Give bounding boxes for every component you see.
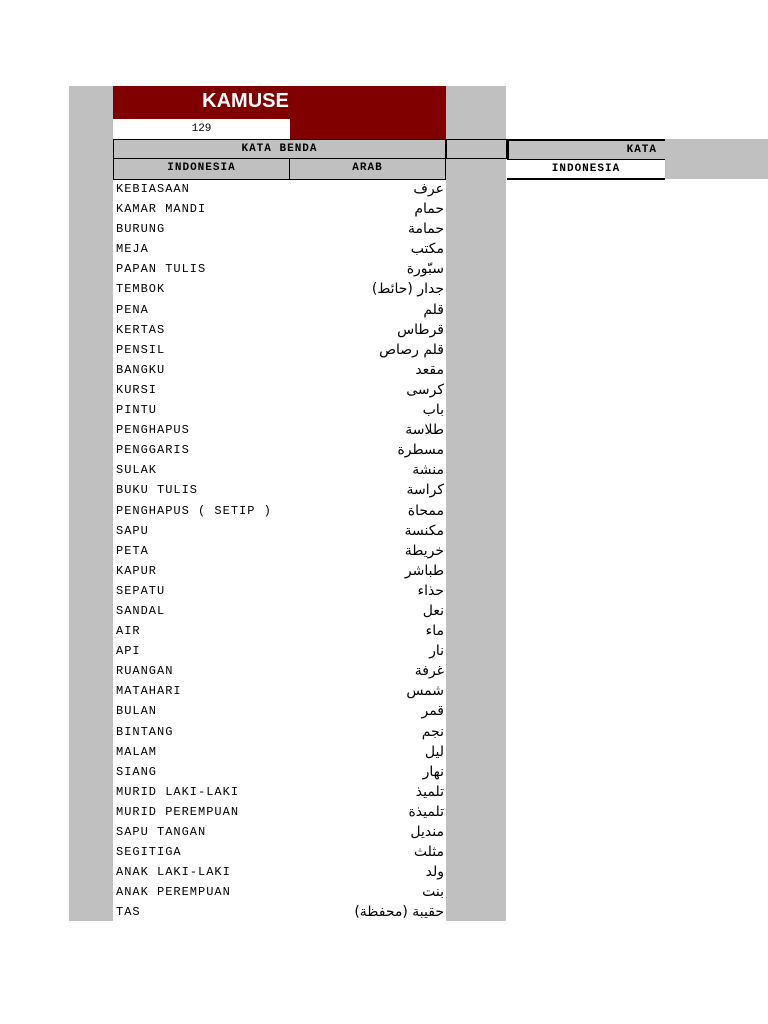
table-row: [113, 501, 446, 521]
arabic-word: نجم: [421, 723, 444, 740]
table-row: [113, 440, 446, 460]
table-row: [113, 762, 446, 782]
arabic-word: شمس: [406, 683, 444, 700]
arabic-word: نار: [429, 643, 444, 660]
table-row: [113, 460, 446, 480]
arabic-word: مقعد: [415, 361, 444, 378]
table-row: [113, 782, 446, 802]
indonesian-word: PENGHAPUS: [116, 423, 190, 438]
indonesian-word: KAMAR MANDI: [116, 202, 207, 217]
indonesian-word: PENA: [116, 302, 149, 317]
indonesian-word: SULAK: [116, 463, 158, 478]
table-row: [113, 521, 446, 541]
arabic-word: تلميذ: [415, 783, 444, 800]
table-row: [113, 641, 446, 661]
table-row: [113, 320, 446, 340]
table-row: [113, 681, 446, 701]
arabic-word: حقيبة (محفظة): [354, 904, 444, 921]
indonesian-word: BUKU TULIS: [116, 483, 199, 498]
table-row: [113, 400, 446, 420]
indonesian-word: SANDAL: [116, 603, 166, 618]
indonesian-word: BINTANG: [116, 724, 174, 739]
table-row: [113, 601, 446, 621]
column-header-indonesia-right: INDONESIA: [507, 159, 665, 180]
arabic-word: نعل: [422, 602, 444, 619]
indonesian-word: PAPAN TULIS: [116, 262, 207, 277]
indonesian-word: MATAHARI: [116, 684, 182, 699]
indonesian-word: RUANGAN: [116, 664, 174, 679]
table-row: [113, 480, 446, 500]
indonesian-word: BURUNG: [116, 222, 166, 237]
indonesian-word: TAS: [116, 905, 141, 920]
indonesian-word: PENGHAPUS ( SETIP ): [116, 503, 272, 518]
header-spacer-cell: [446, 139, 507, 159]
indonesian-word: ANAK LAKI-LAKI: [116, 865, 231, 880]
table-row: [113, 902, 446, 922]
arabic-word: طباشر: [404, 562, 444, 579]
indonesian-word: AIR: [116, 624, 141, 639]
arabic-word: غرفة: [414, 663, 444, 680]
table-row: [113, 742, 446, 762]
indonesian-word: SIANG: [116, 764, 158, 779]
sheet-header-right-fill: [665, 139, 768, 179]
section-header-kata-right: KATA: [507, 139, 665, 159]
sheet-margin-middle: [446, 86, 506, 921]
table-row: [113, 842, 446, 862]
table-row: [113, 822, 446, 842]
table-row: [113, 340, 446, 360]
table-row: [113, 179, 446, 199]
arabic-word: ماء: [425, 623, 444, 640]
indonesian-word: KURSI: [116, 382, 158, 397]
table-row: [113, 862, 446, 882]
indonesian-word: PENSIL: [116, 342, 166, 357]
indonesian-word: SEGITIGA: [116, 845, 182, 860]
arabic-word: عرف: [413, 181, 444, 197]
indonesian-word: KAPUR: [116, 563, 158, 578]
table-row: [113, 199, 446, 219]
arabic-word: ولد: [425, 864, 444, 881]
arabic-word: كراسة: [406, 482, 444, 499]
indonesian-word: SAPU TANGAN: [116, 825, 207, 839]
column-header-indonesia: INDONESIA: [113, 159, 290, 180]
arabic-word: سبّورة: [406, 261, 444, 278]
arabic-word: قرطاس: [397, 321, 444, 338]
arabic-word: منديل: [410, 824, 444, 840]
arabic-word: كرسى: [406, 381, 444, 398]
indonesian-word: MURID PEREMPUAN: [116, 804, 240, 819]
indonesian-word: PINTU: [116, 403, 158, 418]
arabic-word: ممحاة: [407, 502, 444, 519]
table-row: [113, 239, 446, 259]
table-row: [113, 701, 446, 721]
indonesian-word: KEBIASAAN: [116, 182, 190, 196]
arabic-word: مكتب: [410, 241, 444, 258]
arabic-word: حمام: [414, 201, 444, 218]
indonesian-word: PENGGARIS: [116, 443, 190, 458]
table-row: [113, 219, 446, 239]
arabic-word: مكنسة: [404, 522, 444, 539]
sheet-margin-left: [69, 86, 113, 921]
arabic-word: جدار (حائط): [371, 281, 444, 298]
indonesian-word: SAPU: [116, 523, 149, 538]
indonesian-word: ANAK PEREMPUAN: [116, 885, 231, 900]
indonesian-word: API: [116, 644, 141, 659]
page-title: KAMUSE: [202, 90, 289, 112]
entry-count: 129: [113, 119, 290, 139]
table-row: [113, 360, 446, 380]
indonesian-word: TEMBOK: [116, 282, 166, 297]
arabic-word: مثلث: [413, 844, 444, 861]
arabic-word: باب: [422, 402, 444, 419]
indonesian-word: MALAM: [116, 744, 158, 759]
indonesian-word: BANGKU: [116, 362, 166, 377]
arabic-word: حمامة: [407, 221, 444, 238]
arabic-word: بنت: [422, 884, 444, 901]
table-row: [113, 541, 446, 561]
table-row: [113, 621, 446, 641]
table-row: [113, 561, 446, 581]
table-row: [113, 259, 446, 279]
arabic-word: منشة: [412, 462, 444, 479]
arabic-word: قمر: [421, 703, 444, 720]
arabic-word: قلم رصاص: [379, 341, 444, 358]
arabic-word: نهار: [422, 763, 444, 780]
arabic-word: تلميذة: [408, 803, 444, 820]
arabic-word: طلاسة: [405, 422, 444, 439]
word-list: [113, 179, 446, 922]
table-row: [113, 661, 446, 681]
table-row: [113, 802, 446, 822]
table-row: [113, 380, 446, 400]
arabic-word: حذاء: [417, 582, 444, 599]
table-row: [113, 420, 446, 440]
indonesian-word: MEJA: [116, 242, 149, 257]
indonesian-word: BULAN: [116, 704, 158, 719]
column-header-arab: ARAB: [290, 159, 446, 180]
indonesian-word: MURID LAKI-LAKI: [116, 784, 240, 799]
table-row: [113, 279, 446, 299]
table-row: [113, 300, 446, 320]
table-row: [113, 722, 446, 742]
indonesian-word: SEPATU: [116, 583, 166, 598]
arabic-word: قلم: [423, 301, 444, 318]
arabic-word: مسطرة: [397, 442, 444, 459]
arabic-word: خريطة: [404, 542, 444, 559]
indonesian-word: PETA: [116, 543, 149, 558]
indonesian-word: KERTAS: [116, 322, 166, 337]
section-header-kata-benda: KATA BENDA: [113, 139, 446, 159]
table-row: [113, 882, 446, 902]
arabic-word: ليل: [424, 743, 444, 760]
table-row: [113, 581, 446, 601]
